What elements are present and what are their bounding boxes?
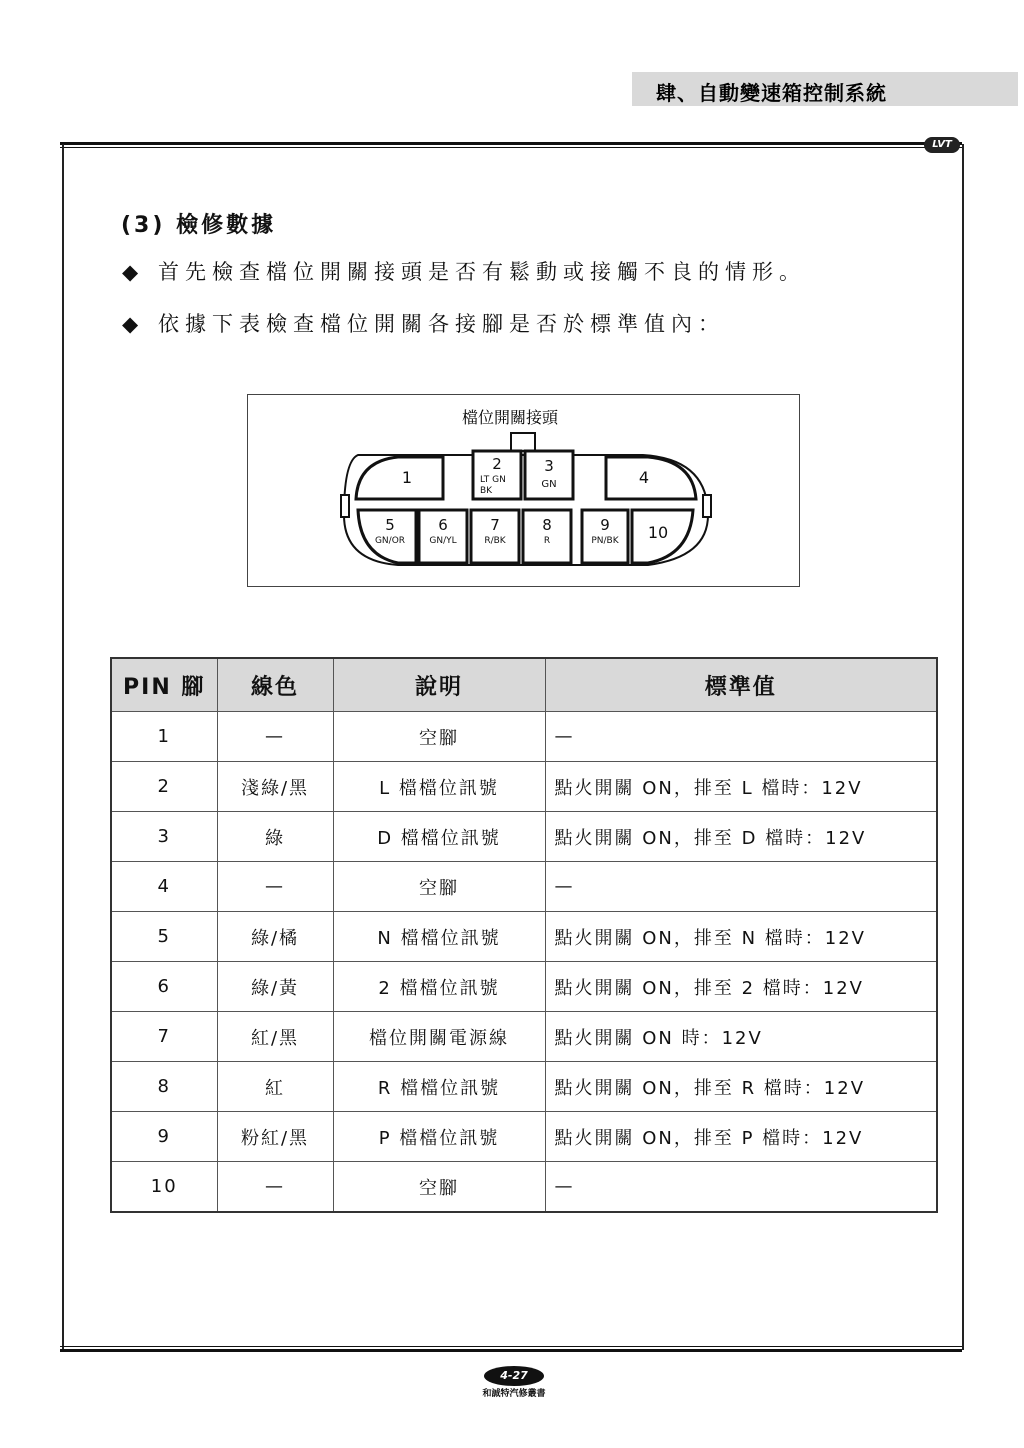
cell-description: N 檔檔位訊號 xyxy=(333,912,545,962)
connector-svg xyxy=(248,395,801,588)
pin-color-2b: BK xyxy=(480,486,493,496)
table-row xyxy=(111,762,937,812)
cell-description: 2 檔檔位訊號 xyxy=(333,962,545,1012)
cell-pin: 4 xyxy=(111,862,217,912)
pin-number-8: 8 xyxy=(542,516,552,534)
pin-color-9: PN/BK xyxy=(591,536,619,546)
diamond-bullet-icon: ◆ xyxy=(122,260,139,284)
cell-pin: 1 xyxy=(111,712,217,762)
bottom-rule xyxy=(60,1346,962,1352)
page-number-badge: 4-27 xyxy=(484,1366,544,1386)
cell-wire-color: 綠 xyxy=(217,812,333,862)
pin-number-9: 9 xyxy=(600,516,610,534)
cell-description: 空腳 xyxy=(333,862,545,912)
cell-wire-color: 淺綠/黑 xyxy=(217,762,333,812)
pin-number-5: 5 xyxy=(385,516,395,534)
table-row xyxy=(111,1162,937,1213)
pin-cavity-4 xyxy=(606,457,696,499)
pin-color-2a: LT GN xyxy=(480,475,506,485)
logo-badge: LVT xyxy=(924,137,960,153)
table-row xyxy=(111,1062,937,1112)
cell-wire-color: 粉紅/黑 xyxy=(217,1112,333,1162)
pin-color-6: GN/YL xyxy=(429,536,457,546)
cell-standard-value: — xyxy=(545,1162,937,1213)
cell-wire-color: — xyxy=(217,712,333,762)
left-latch xyxy=(341,495,349,517)
pin-number-2: 2 xyxy=(492,455,502,473)
pin-color-7: R/BK xyxy=(484,536,506,546)
bullet-item xyxy=(122,308,725,338)
pin-color-3: GN xyxy=(541,479,557,490)
header-title: 肆、自動變速箱控制系統 xyxy=(656,81,887,105)
cell-wire-color: — xyxy=(217,1162,333,1213)
cell-pin: 6 xyxy=(111,962,217,1012)
connector-diagram xyxy=(247,394,800,587)
cell-standard-value: 點火開關 ON，排至 R 檔時：12V xyxy=(545,1062,937,1112)
cell-pin: 8 xyxy=(111,1062,217,1112)
cell-description: R 檔檔位訊號 xyxy=(333,1062,545,1112)
table-row xyxy=(111,1112,937,1162)
bullet-text: 首先檢查檔位開關接頭是否有鬆動或接觸不良的情形。 xyxy=(158,260,806,284)
cell-wire-color: — xyxy=(217,862,333,912)
pin-number-3: 3 xyxy=(544,457,554,475)
cell-standard-value: 點火開關 ON，排至 L 檔時：12V xyxy=(545,762,937,812)
cell-standard-value: 點火開關 ON，排至 N 檔時：12V xyxy=(545,912,937,962)
connector-title: 檔位開關接頭 xyxy=(461,408,559,427)
cell-standard-value: 點火開關 ON，排至 D 檔時：12V xyxy=(545,812,937,862)
diamond-bullet-icon: ◆ xyxy=(122,312,139,336)
bullet-item xyxy=(122,256,806,286)
pin-color-8: R xyxy=(543,536,551,546)
cell-pin: 10 xyxy=(111,1162,217,1213)
cell-pin: 9 xyxy=(111,1112,217,1162)
table-row xyxy=(111,812,937,862)
header-pin: PIN 腳 xyxy=(111,658,217,712)
cell-wire-color: 紅/黑 xyxy=(217,1012,333,1062)
table-row xyxy=(111,712,937,762)
pin-spec-table xyxy=(110,657,938,1213)
pin-number-4: 4 xyxy=(638,468,650,487)
cell-pin: 3 xyxy=(111,812,217,862)
header-wire-color: 線色 xyxy=(217,658,333,712)
cell-standard-value: 點火開關 ON，排至 2 檔時：12V xyxy=(545,962,937,1012)
cell-wire-color: 紅 xyxy=(217,1062,333,1112)
pin-number-10: 10 xyxy=(647,523,669,542)
pin-color-5: GN/OR xyxy=(374,536,406,546)
cell-description: L 檔檔位訊號 xyxy=(333,762,545,812)
pin-number-7: 7 xyxy=(490,516,500,534)
cell-standard-value: 點火開關 ON 時：12V xyxy=(545,1012,937,1062)
cell-description: 檔位開關電源線 xyxy=(333,1012,545,1062)
cell-wire-color: 綠/黃 xyxy=(217,962,333,1012)
pin-number-6: 6 xyxy=(438,516,448,534)
cell-standard-value: — xyxy=(545,862,937,912)
table-row xyxy=(111,1012,937,1062)
right-latch xyxy=(703,495,711,517)
table-row xyxy=(111,962,937,1012)
cell-description: 空腳 xyxy=(333,1162,545,1213)
pin-number-1: 1 xyxy=(401,468,413,487)
cell-standard-value: — xyxy=(545,712,937,762)
header-description: 說明 xyxy=(333,658,545,712)
cell-wire-color: 綠/橘 xyxy=(217,912,333,962)
cell-pin: 7 xyxy=(111,1012,217,1062)
cell-pin: 5 xyxy=(111,912,217,962)
cell-description: P 檔檔位訊號 xyxy=(333,1112,545,1162)
cell-pin: 2 xyxy=(111,762,217,812)
cell-standard-value: 點火開關 ON，排至 P 檔時：12V xyxy=(545,1112,937,1162)
connector-key xyxy=(511,433,535,451)
cell-description: 空腳 xyxy=(333,712,545,762)
bullet-text: 依據下表檢查檔位開關各接腳是否於標準值內： xyxy=(158,312,725,336)
cell-description: D 檔檔位訊號 xyxy=(333,812,545,862)
table-row xyxy=(111,862,937,912)
table-header-row xyxy=(111,658,937,712)
pin-cavity-1 xyxy=(356,457,443,499)
publisher-label: 和誠特汽修叢書 xyxy=(482,1389,546,1399)
section-title: (3) 檢修數據 xyxy=(121,213,277,238)
header-standard-value: 標準值 xyxy=(545,658,937,712)
table-row xyxy=(111,912,937,962)
